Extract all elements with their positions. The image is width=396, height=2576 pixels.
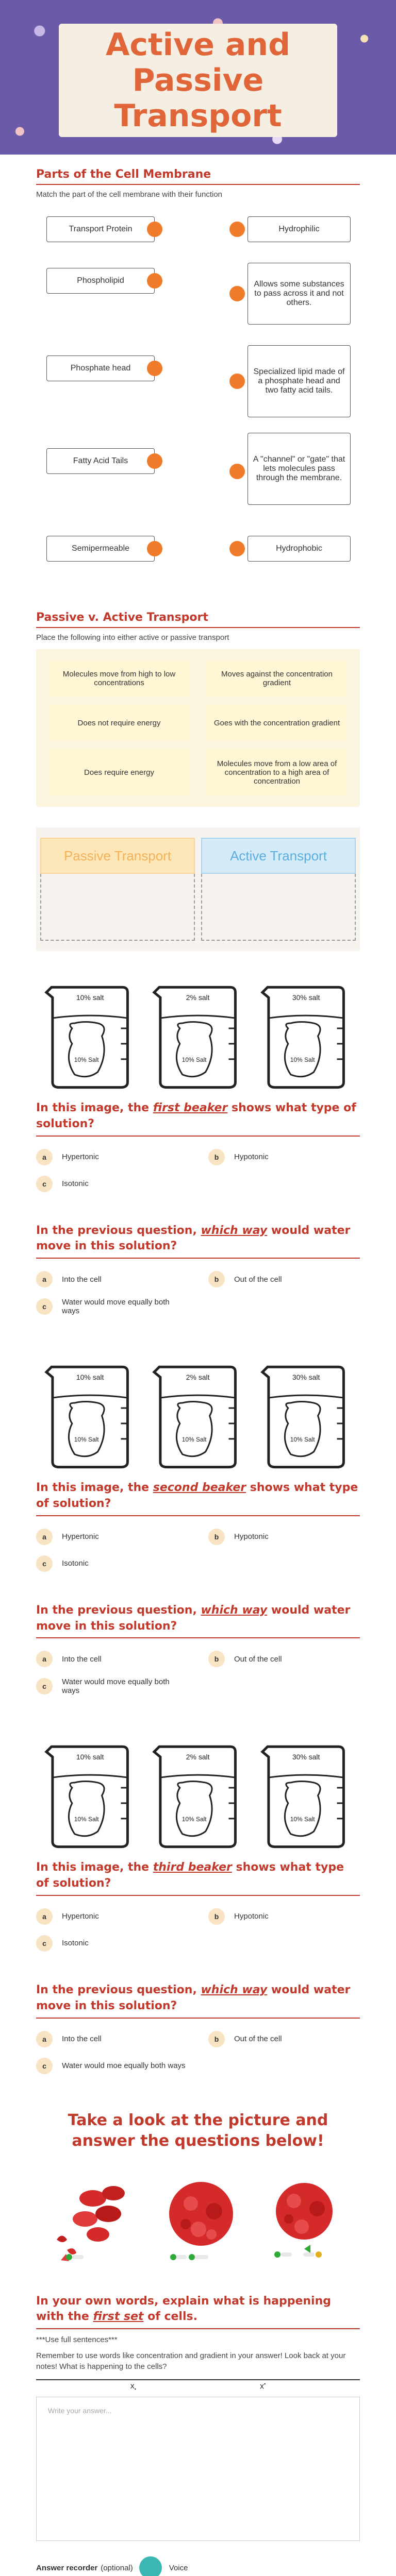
beaker-image-1	[36, 972, 360, 1090]
match-left-1[interactable]: Transport Protein	[46, 216, 155, 242]
sort-item-4[interactable]: Goes with the concentration gradient	[206, 705, 348, 741]
beaker-3	[252, 1731, 360, 1850]
answer-recorder: Answer recorder (optional) Voice	[36, 2556, 360, 2576]
q4-option-b[interactable]: b Out of the cell	[208, 1651, 360, 1667]
sort-targets	[36, 827, 360, 951]
active-label: Active Transport	[201, 838, 356, 874]
beaker-inner-label: 10% Salt	[290, 1816, 315, 1823]
sort-item-6[interactable]: Molecules move from a low area of concentration to a high area of concentration	[206, 749, 348, 795]
beaker-1	[36, 1731, 144, 1850]
question-1: In this image, the first beaker shows what type of solution?	[36, 1101, 356, 1130]
sort-instruction: Place the following into either active or passive transport	[36, 633, 229, 642]
answer-textarea[interactable]: Write your answer...	[36, 2397, 360, 2541]
beaker-2	[144, 1731, 252, 1850]
title-card	[59, 24, 337, 137]
passive-dropzone[interactable]	[40, 874, 195, 941]
divider	[36, 1637, 360, 1638]
beaker-outer-label: 30% salt	[292, 1753, 320, 1761]
beaker-image-3	[36, 1731, 360, 1850]
q6-option-a[interactable]: a Into the cell	[36, 2031, 188, 2047]
match-dot-left-4[interactable]	[147, 453, 162, 469]
q2-option-a[interactable]: a Into the cell	[36, 1271, 188, 1287]
question-6: In the previous question, which way would water move in this solution?	[36, 1983, 351, 2012]
superscript-button[interactable]: x▪	[260, 2381, 266, 2391]
match-left-3[interactable]: Phosphate head	[46, 355, 155, 381]
sort-item-5[interactable]: Does require energy	[48, 749, 190, 795]
q3-option-c[interactable]: c Isotonic	[36, 1555, 188, 1572]
sort-item-2[interactable]: Moves against the concentration gradient	[206, 660, 348, 697]
match-left-2[interactable]: Phospholipid	[46, 268, 155, 294]
beaker-1	[36, 972, 144, 1090]
match-dot-left-5[interactable]	[147, 541, 162, 556]
title-banner	[0, 0, 396, 155]
q1-option-a[interactable]: a Hypertonic	[36, 1149, 188, 1165]
red-blood-cells-image	[36, 2162, 360, 2281]
beaker-outer-label: 30% salt	[292, 1373, 320, 1382]
q2-option-c[interactable]: c Water would move equally both ways	[36, 1298, 188, 1315]
beaker-3	[252, 1351, 360, 1470]
match-dot-left-3[interactable]	[147, 361, 162, 376]
match-dot-right-3[interactable]	[229, 374, 245, 389]
question-4: In the previous question, which way would water move in this solution?	[36, 1603, 351, 1633]
divider	[36, 184, 360, 185]
sort-heading: Passive v. Active Transport	[36, 611, 208, 624]
q1-option-b[interactable]: b Hypotonic	[208, 1149, 360, 1165]
beaker-1	[36, 1351, 144, 1470]
match-dot-left-1[interactable]	[147, 222, 162, 237]
match-dot-right-2[interactable]	[229, 286, 245, 301]
beaker-3	[252, 972, 360, 1090]
subscript-button[interactable]: $x_▪$	[130, 2381, 136, 2392]
parts-heading: Parts of the Cell Membrane	[36, 168, 211, 181]
beaker-2	[144, 1351, 252, 1470]
beaker-outer-label: 2% salt	[186, 1373, 210, 1382]
beaker-inner-label: 10% Salt	[74, 1816, 99, 1823]
page-title: Active and Passive Transport	[105, 26, 291, 134]
divider	[36, 1895, 360, 1896]
match-right-3[interactable]: Specialized lipid made of a phosphate head and two fatty acid tails.	[248, 345, 351, 417]
q2-option-b[interactable]: b Out of the cell	[208, 1271, 360, 1287]
open-instructions: Remember to use words like concentration and gradient in your answer! Look back at your notes! What is happening to the cells?	[36, 2351, 346, 2371]
beaker-outer-label: 2% salt	[186, 993, 210, 1002]
matching-area	[36, 206, 360, 598]
sort-item-1[interactable]: Molecules move from high to low concentrations	[48, 660, 190, 697]
q4-option-a[interactable]: a Into the cell	[36, 1651, 188, 1667]
match-right-1[interactable]: Hydrophilic	[248, 216, 351, 242]
divider	[36, 1258, 360, 1259]
question-3: In this image, the second beaker shows what type of solution?	[36, 1481, 358, 1510]
beaker-inner-label: 10% Salt	[74, 1435, 99, 1443]
q5-option-b[interactable]: b Hypotonic	[208, 1908, 360, 1925]
active-dropzone[interactable]	[201, 874, 356, 941]
divider	[36, 2018, 360, 2019]
match-dot-right-5[interactable]	[229, 541, 245, 556]
beaker-outer-label: 30% salt	[292, 993, 320, 1002]
beaker-inner-label: 10% Salt	[182, 1435, 207, 1443]
beaker-outer-label: 10% salt	[76, 993, 104, 1002]
match-right-2[interactable]: Allows some substances to pass across it and not others.	[248, 263, 351, 325]
match-left-5[interactable]: Semipermeable	[46, 536, 155, 562]
beaker-2	[144, 972, 252, 1090]
beaker-outer-label: 10% salt	[76, 1373, 104, 1382]
divider	[36, 1515, 360, 1516]
q1-option-c[interactable]: c Isotonic	[36, 1176, 188, 1192]
passive-target[interactable]	[40, 838, 195, 941]
beaker-inner-label: 10% Salt	[182, 1816, 207, 1823]
q3-option-a[interactable]: a Hypertonic	[36, 1529, 188, 1545]
match-dot-right-1[interactable]	[229, 222, 245, 237]
beaker-inner-label: 10% Salt	[74, 1056, 99, 1063]
match-dot-left-2[interactable]	[147, 273, 162, 289]
q6-option-b[interactable]: b Out of the cell	[208, 2031, 360, 2047]
match-left-4[interactable]: Fatty Acid Tails	[46, 448, 155, 474]
beaker-inner-label: 10% Salt	[290, 1435, 315, 1443]
divider	[36, 2328, 360, 2329]
passive-label: Passive Transport	[40, 838, 195, 874]
question-5: In this image, the third beaker shows what type of solution?	[36, 1861, 344, 1890]
beaker-image-2	[36, 1351, 360, 1470]
voice-record-button[interactable]	[139, 2556, 162, 2576]
q3-option-b[interactable]: b Hypotonic	[208, 1529, 360, 1545]
q6-option-c[interactable]: c Water would moe equally both ways	[36, 2058, 188, 2074]
beaker-outer-label: 2% salt	[186, 1753, 210, 1761]
match-right-5[interactable]: Hydrophobic	[248, 536, 351, 562]
beaker-inner-label: 10% Salt	[290, 1056, 315, 1063]
q5-option-a[interactable]: a Hypertonic	[36, 1908, 188, 1925]
divider	[36, 627, 360, 628]
q4-option-c[interactable]: c Water would move equally both ways	[36, 1677, 188, 1695]
format-toolbar	[36, 2379, 360, 2393]
beaker-inner-label: 10% Salt	[182, 1056, 207, 1063]
sort-item-3[interactable]: Does not require energy	[48, 705, 190, 741]
q5-option-c[interactable]: c Isotonic	[36, 1935, 188, 1952]
parts-instruction: Match the part of the cell membrane with their function	[36, 190, 223, 199]
active-target[interactable]	[201, 838, 356, 941]
picture-heading: Take a look at the picture and answer the questions below!	[68, 2111, 328, 2150]
open-question-1: In your own words, explain what is happening with the first set of cells.	[36, 2294, 331, 2324]
sort-items	[36, 649, 360, 807]
divider	[36, 1136, 360, 1137]
question-2: In the previous question, which way would water move in this solution?	[36, 1224, 351, 1253]
open-note: ***Use full sentences***	[36, 2335, 118, 2345]
match-dot-right-4[interactable]	[229, 464, 245, 479]
voice-label: Voice	[169, 2563, 188, 2572]
beaker-outer-label: 10% salt	[76, 1753, 104, 1761]
match-right-4[interactable]: A "channel" or "gate" that lets molecules pass through the membrane.	[248, 433, 351, 505]
open-question-1-block	[36, 2294, 360, 2576]
